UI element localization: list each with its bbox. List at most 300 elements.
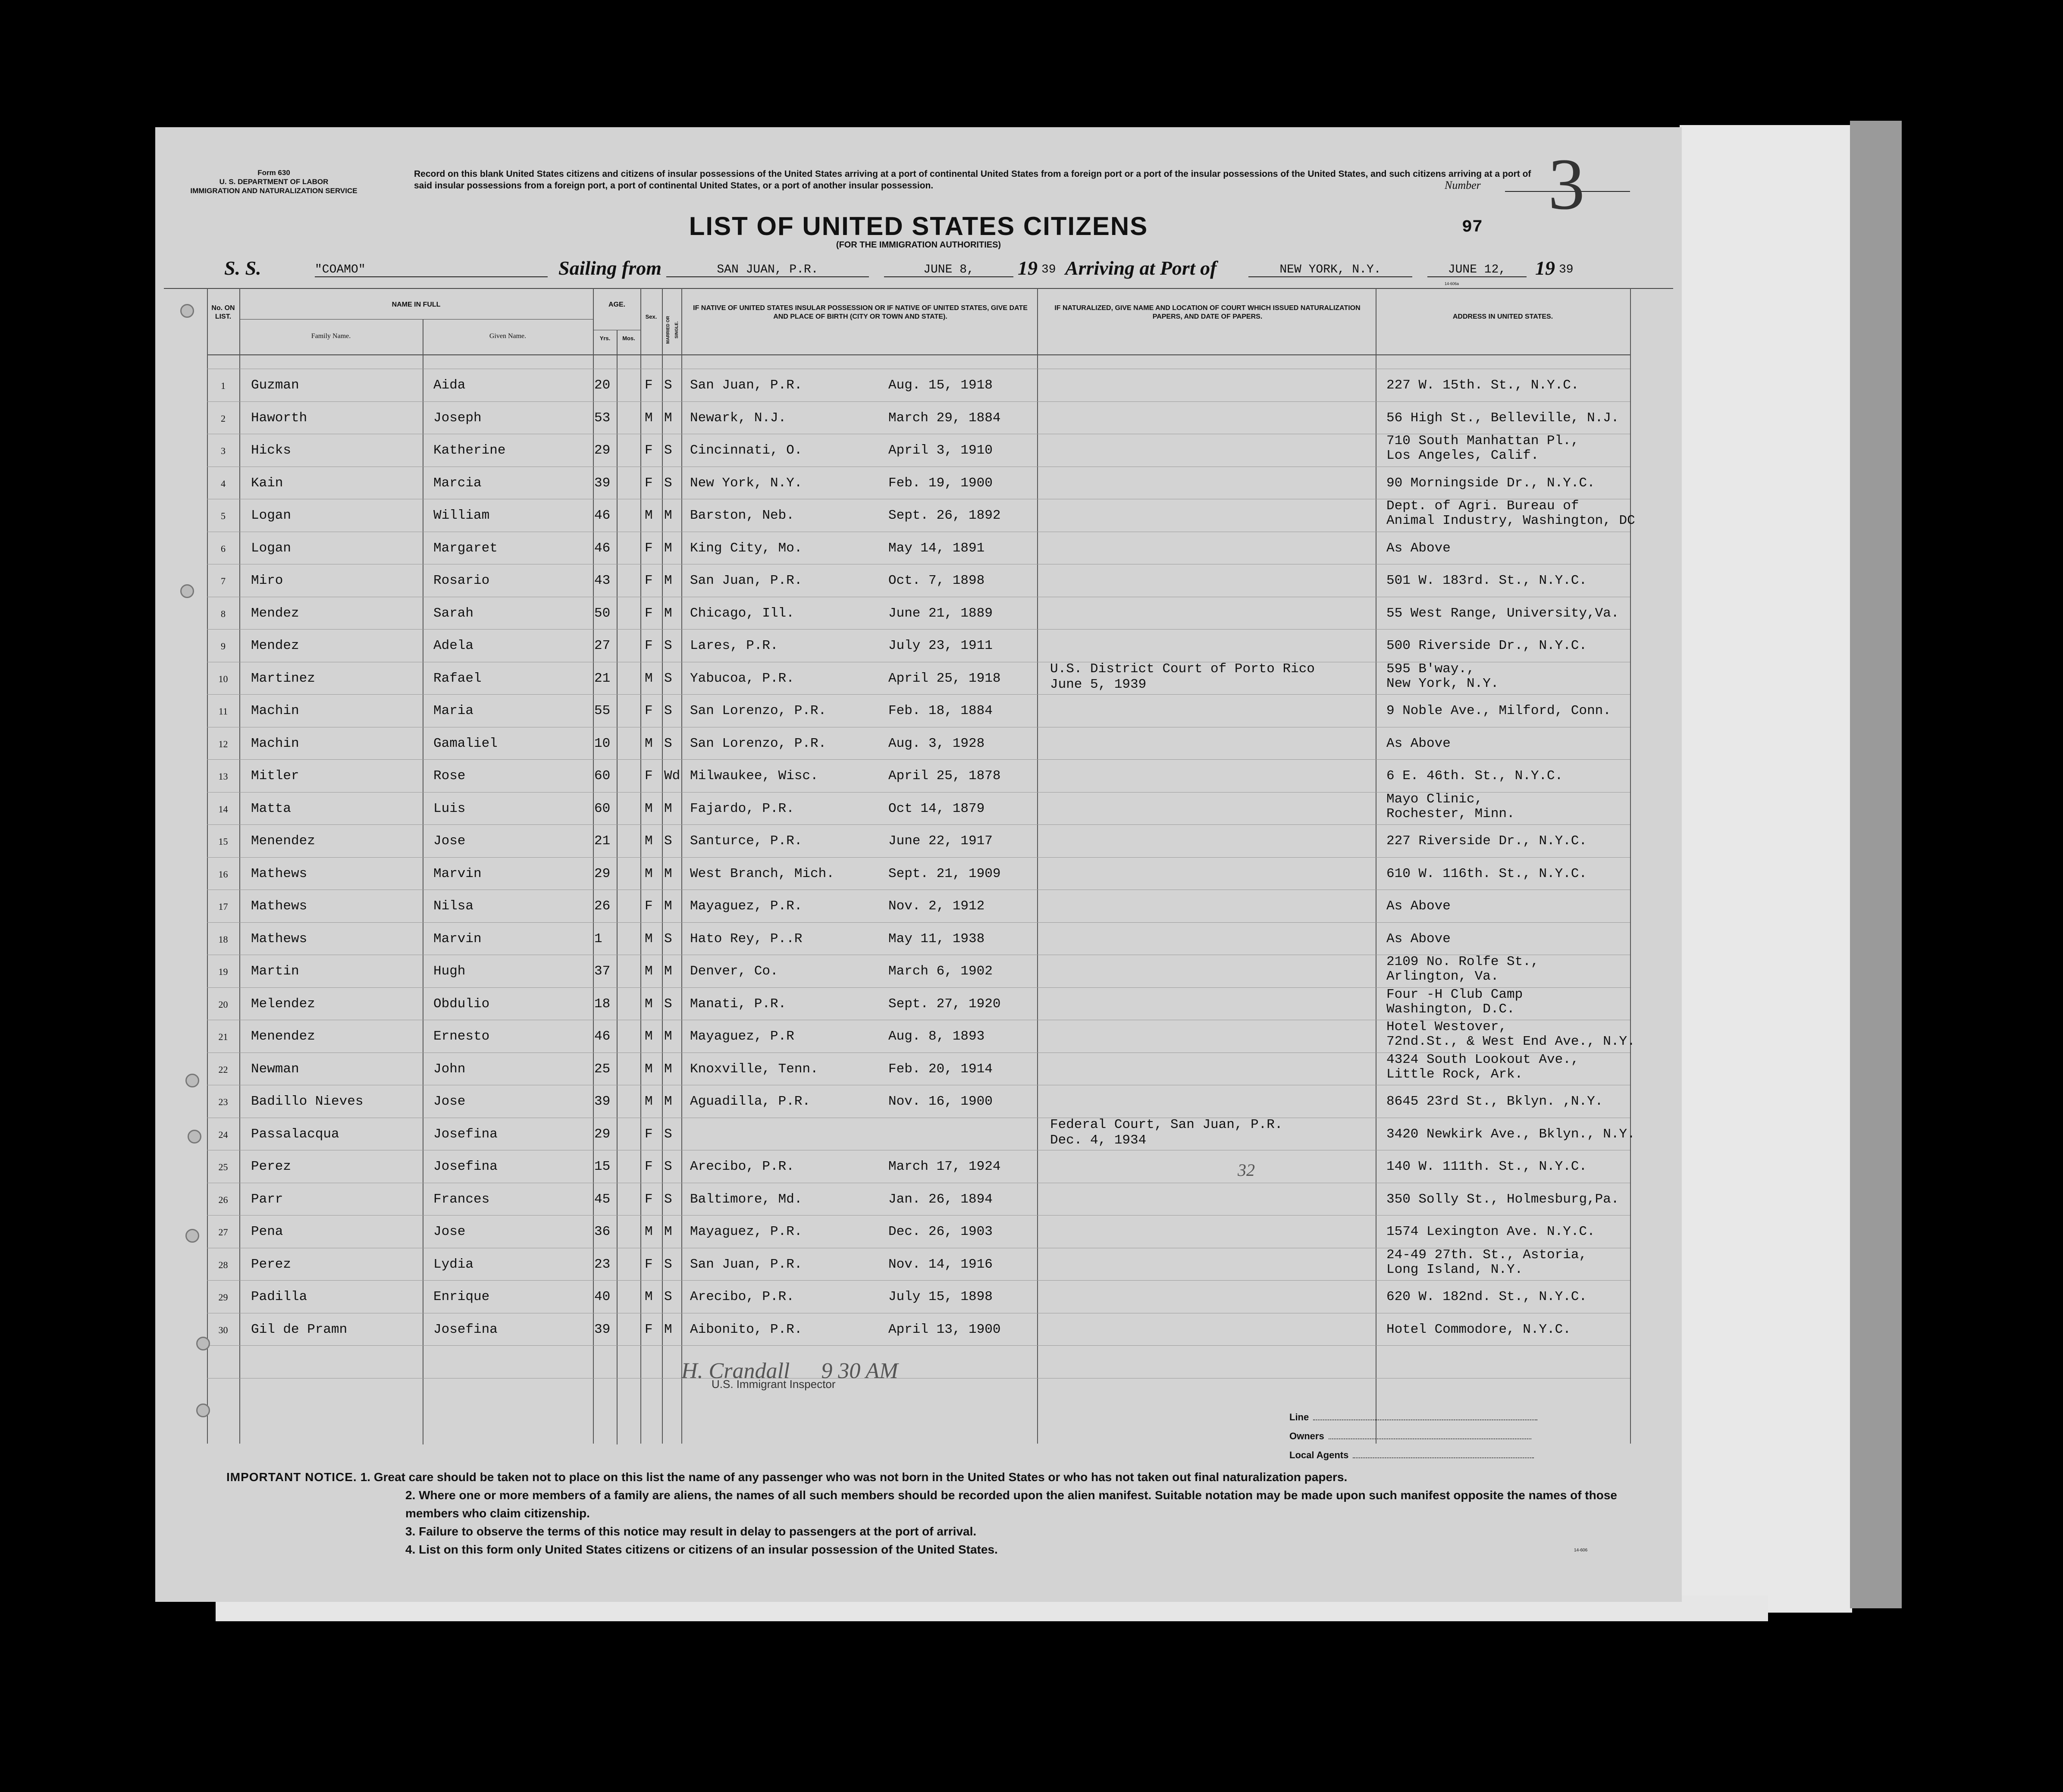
punch-hole <box>185 1229 199 1243</box>
cell-family: Miro <box>251 573 283 588</box>
cell-address: 8645 23rd St., Bklyn. ,N.Y. <box>1386 1094 1603 1109</box>
header-yrs: Yrs. <box>599 335 611 341</box>
number-value: 3 <box>1548 144 1585 225</box>
punch-hole <box>188 1130 201 1143</box>
form-number: Form 630 <box>257 169 290 177</box>
cell-place: Denver, Co. <box>690 964 778 979</box>
cell-given: Katherine <box>433 443 506 458</box>
cell-age: 39 <box>594 1322 611 1337</box>
cell-place: San Lorenzo, P.R. <box>690 736 827 751</box>
cell-age: 1 <box>594 931 602 946</box>
punch-hole <box>180 304 194 318</box>
notice-item-4: 4. List on this form only United States citizens or citizens of an insular possession of the United States. <box>405 1543 998 1556</box>
cell-date: Nov. 2, 1912 <box>888 899 985 914</box>
cell-given: Rose <box>433 768 466 783</box>
cell-sex: F <box>645 573 653 588</box>
cell-no: 30 <box>218 1324 228 1335</box>
under-sheet-edge <box>1850 121 1902 1608</box>
cell-sex: M <box>645 1224 653 1239</box>
cell-age: 43 <box>594 573 611 588</box>
cell-place: San Juan, P.R. <box>690 1256 803 1272</box>
cell-no: 5 <box>221 511 226 521</box>
cell-place: Baltimore, Md. <box>690 1191 803 1207</box>
cell-place: New York, N.Y. <box>690 475 803 491</box>
cell-no: 22 <box>218 1064 228 1075</box>
passenger-rows <box>155 127 1682 1602</box>
cell-sex: F <box>645 443 653 458</box>
cell-no: 23 <box>218 1097 228 1107</box>
cell-address: 55 West Range, University,Va. <box>1386 605 1619 621</box>
cell-date: June 21, 1889 <box>888 605 993 621</box>
cell-no: 3 <box>221 445 226 456</box>
cell-age: 29 <box>594 1126 611 1142</box>
cell-ms: S <box>664 443 672 458</box>
cell-place: Newark, N.J. <box>690 410 787 426</box>
header-naturalized: IF NATURALIZED, GIVE NAME AND LOCATION OF COURT WHICH ISSUED NATURALIZATION PAPERS, AND DATE OF PAPERS. <box>1054 304 1361 320</box>
sailing-label: Sailing from <box>558 257 662 279</box>
cell-age: 21 <box>594 670 611 686</box>
cell-address: Los Angeles, Calif. <box>1386 448 1539 463</box>
cell-given: Marvin <box>433 931 482 946</box>
cell-place: San Lorenzo, P.R. <box>690 703 827 718</box>
cell-family: Newman <box>251 1061 299 1077</box>
header-sex: Sex. <box>645 313 657 320</box>
row-rule <box>207 857 1630 858</box>
cell-age: 25 <box>594 1061 611 1077</box>
cell-place: Yabucoa, P.R. <box>690 670 794 686</box>
cell-age: 37 <box>594 964 611 979</box>
cell-given: Obdulio <box>433 996 490 1012</box>
row-rule <box>207 1280 1630 1281</box>
cell-family: Mendez <box>251 638 299 653</box>
cell-given: Aida <box>433 378 466 393</box>
cell-given: Hugh <box>433 964 466 979</box>
cell-age: 29 <box>594 443 611 458</box>
cell-family: Menendez <box>251 1029 315 1044</box>
arriving-label: Arriving at Port of <box>1065 257 1217 279</box>
cell-ms: M <box>664 540 672 556</box>
header-given-name: Given Name. <box>489 332 527 340</box>
cell-no: 27 <box>218 1227 228 1237</box>
cell-address: 595 B'way., <box>1386 661 1475 677</box>
arriving-year: 39 <box>1559 263 1574 276</box>
line-label: Line <box>1289 1412 1309 1422</box>
cell-ms: S <box>664 475 672 491</box>
margin-note: 32 <box>1238 1160 1255 1180</box>
cell-given: Josefina <box>433 1159 498 1174</box>
cell-ms: M <box>664 801 672 816</box>
cell-ms: M <box>664 899 672 914</box>
cell-no: 10 <box>218 673 228 684</box>
header-birth: IF NATIVE OF UNITED STATES INSULAR POSSESSION OR IF NATIVE OF UNITED STATES, GIVE DATE AND PLACE OF BIRTH (CITY OR TOWN AND STATE). <box>693 304 1028 320</box>
cell-address: 227 W. 15th. St., N.Y.C. <box>1386 378 1579 393</box>
cell-family: Perez <box>251 1159 292 1174</box>
cell-no: 4 <box>221 478 226 489</box>
cell-address: 3420 Newkirk Ave., Bklyn., N.Y. <box>1386 1126 1635 1142</box>
cell-no: 16 <box>218 868 228 880</box>
notice-row-1 <box>226 1468 1628 1486</box>
cell-date: April 3, 1910 <box>888 443 993 458</box>
cell-given: Lydia <box>433 1256 474 1272</box>
cell-ms: M <box>664 866 672 881</box>
page-subtitle: (FOR THE IMMIGRATION AUTHORITIES) <box>836 240 1001 250</box>
cell-given: Joseph <box>433 410 482 426</box>
cell-age: 46 <box>594 508 611 523</box>
cell-given: John <box>433 1061 466 1077</box>
header-age: AGE. <box>608 301 626 308</box>
cell-sex: F <box>645 703 653 718</box>
cell-family: Padilla <box>251 1289 307 1304</box>
cell-given: Gamaliel <box>433 736 498 751</box>
cell-no: 21 <box>218 1031 228 1042</box>
cell-address: Mayo Clinic, <box>1386 791 1483 807</box>
cell-ms: M <box>664 605 672 621</box>
cell-given: Adela <box>433 638 474 653</box>
cell-address: Long Island, N.Y. <box>1386 1262 1523 1277</box>
cell-nat: Dec. 4, 1934 <box>1050 1132 1147 1148</box>
cell-address: 56 High St., Belleville, N.J. <box>1386 410 1619 426</box>
cell-ms: S <box>664 1289 672 1304</box>
cell-family: Mathews <box>251 899 307 914</box>
cell-given: Rosario <box>433 573 490 588</box>
cell-place: San Juan, P.R. <box>690 573 803 588</box>
punch-hole <box>196 1337 210 1350</box>
cell-sex: M <box>645 964 653 979</box>
cell-place: Barston, Neb. <box>690 508 794 523</box>
notice-item-1: 1. Great care should be taken not to place on this list the name of any passenger who was not born in the United States or who has not taken out final naturalization papers. <box>360 1470 1348 1484</box>
cell-ms: S <box>664 996 672 1012</box>
cell-age: 29 <box>594 866 611 881</box>
cell-sex: M <box>645 670 653 686</box>
cell-date: Nov. 16, 1900 <box>888 1094 993 1109</box>
cell-given: Marcia <box>433 475 482 491</box>
signature-time: 9 30 AM <box>821 1359 898 1383</box>
owners-field <box>1289 1427 1537 1446</box>
cell-sex: M <box>645 410 653 426</box>
cell-sex: M <box>645 801 653 816</box>
cell-no: 13 <box>218 771 228 782</box>
cell-family: Mitler <box>251 768 299 783</box>
cell-date: March 17, 1924 <box>888 1159 1001 1174</box>
cell-given: Jose <box>433 1094 466 1109</box>
cell-date: July 23, 1911 <box>888 638 993 653</box>
cell-place: Fajardo, P.R. <box>690 801 794 816</box>
cell-age: 40 <box>594 1289 611 1304</box>
cell-address: 140 W. 111th. St., N.Y.C. <box>1386 1159 1587 1174</box>
cell-sex: F <box>645 605 653 621</box>
cell-no: 17 <box>218 901 228 912</box>
under-sheet-right <box>1680 125 1852 1613</box>
record-instructions: Record on this blank United States citizens and citizens of insular possessions of the United States arriving at a port of continental United States from a foreign port or a port of the insular possessions of the United States, and such citizens arriving at a port of said insular possessions from a foreign port, a port of continental United States, or a port of another insular possession. <box>414 169 1531 191</box>
line-field <box>1289 1408 1537 1427</box>
cell-address: 6 E. 46th. St., N.Y.C. <box>1386 768 1563 783</box>
cell-sex: F <box>645 638 653 653</box>
cell-family: Guzman <box>251 378 299 393</box>
cell-nat: June 5, 1939 <box>1050 677 1147 692</box>
cell-age: 55 <box>594 703 611 718</box>
cell-sex: F <box>645 378 653 393</box>
cell-given: Jose <box>433 833 466 849</box>
cell-address: Dept. of Agri. Bureau of <box>1386 498 1579 514</box>
cell-address: 72nd.St., & West End Ave., N.Y. <box>1386 1034 1635 1049</box>
cell-address: 9 Noble Ave., Milford, Conn. <box>1386 703 1611 718</box>
cell-address: 227 Riverside Dr., N.Y.C. <box>1386 833 1587 849</box>
cell-address: 2109 No. Rolfe St., <box>1386 954 1539 969</box>
cell-sex: M <box>645 1289 653 1304</box>
cell-date: June 22, 1917 <box>888 833 993 849</box>
notice-item-2: 2. Where one or more members of a family are aliens, the names of all such members should be recorded upon the alien manifest. Suitable notation may be made upon such manifest opposite the names of those members who claim citizenship. <box>405 1488 1617 1520</box>
ship-name: "COAMO" <box>315 263 548 277</box>
row-rule <box>207 629 1630 630</box>
cell-sex: M <box>645 1061 653 1077</box>
cell-family: Parr <box>251 1191 283 1207</box>
cell-family: Mendez <box>251 605 299 621</box>
cell-date: Nov. 14, 1916 <box>888 1256 993 1272</box>
arriving-port: NEW YORK, N.Y. <box>1248 263 1412 277</box>
cell-date: Feb. 20, 1914 <box>888 1061 993 1077</box>
cell-sex: M <box>645 736 653 751</box>
cell-address: 90 Morningside Dr., N.Y.C. <box>1386 475 1595 491</box>
cell-date: May 11, 1938 <box>888 931 985 946</box>
cell-age: 10 <box>594 736 611 751</box>
cell-given: Frances <box>433 1191 490 1207</box>
cell-address: 24-49 27th. St., Astoria, <box>1386 1247 1587 1263</box>
cell-family: Melendez <box>251 996 315 1012</box>
cell-address: New York, N.Y. <box>1386 676 1499 691</box>
cell-no: 1 <box>221 380 226 391</box>
punch-hole <box>196 1404 210 1417</box>
cell-no: 25 <box>218 1162 228 1172</box>
cell-sex: F <box>645 475 653 491</box>
cell-age: 21 <box>594 833 611 849</box>
cell-given: William <box>433 508 490 523</box>
cell-ms: S <box>664 1256 672 1272</box>
cell-date: March 6, 1902 <box>888 964 993 979</box>
row-rule <box>207 401 1630 402</box>
cell-family: Mathews <box>251 866 307 881</box>
cell-place: Milwaukee, Wisc. <box>690 768 818 783</box>
punch-hole <box>185 1074 199 1087</box>
local-agents-label: Local Agents <box>1289 1450 1349 1460</box>
cell-age: 26 <box>594 899 611 914</box>
cell-address: 350 Solly St., Holmesburg,Pa. <box>1386 1191 1619 1207</box>
cell-sex: F <box>645 1191 653 1207</box>
cell-age: 46 <box>594 1029 611 1044</box>
cell-place: Mayaguez, P.R. <box>690 1224 803 1239</box>
cell-no: 14 <box>218 803 228 815</box>
cell-place: Aibonito, P.R. <box>690 1322 803 1337</box>
cell-no: 11 <box>218 706 228 717</box>
cell-given: Jose <box>433 1224 466 1239</box>
header-family-name: Family Name. <box>311 332 351 340</box>
cell-family: Matta <box>251 801 292 816</box>
cell-sex: M <box>645 996 653 1012</box>
cell-ms: Wd <box>664 768 680 783</box>
cell-date: Jan. 26, 1894 <box>888 1191 993 1207</box>
cell-address: As Above <box>1386 736 1451 751</box>
cell-age: 46 <box>594 540 611 556</box>
cell-family: Martin <box>251 964 299 979</box>
cell-family: Logan <box>251 540 292 556</box>
cell-age: 23 <box>594 1256 611 1272</box>
cell-address: As Above <box>1386 540 1451 556</box>
manifest-page <box>155 127 1682 1602</box>
cell-date: April 25, 1918 <box>888 670 1001 686</box>
header-address: ADDRESS IN UNITED STATES. <box>1452 313 1553 320</box>
footer-code: 14-606 <box>1574 1548 1588 1553</box>
service: IMMIGRATION AND NATURALIZATION SERVICE <box>190 187 357 195</box>
cell-family: Perez <box>251 1256 292 1272</box>
cell-sex: F <box>645 899 653 914</box>
cell-given: Josefina <box>433 1126 498 1142</box>
cell-date: April 25, 1878 <box>888 768 1001 783</box>
cell-ms: S <box>664 703 672 718</box>
cell-sex: F <box>645 540 653 556</box>
cell-address: 710 South Manhattan Pl., <box>1386 433 1579 448</box>
cell-address: 620 W. 182nd. St., N.Y.C. <box>1386 1289 1587 1304</box>
cell-place: Cincinnati, O. <box>690 443 803 458</box>
cell-address: Rochester, Minn. <box>1386 806 1515 821</box>
cell-age: 20 <box>594 378 611 393</box>
cell-sex: M <box>645 931 653 946</box>
cell-given: Rafael <box>433 670 482 686</box>
cell-ms: M <box>664 1322 672 1337</box>
cell-place: Arecibo, P.R. <box>690 1159 794 1174</box>
cell-given: Josefina <box>433 1322 498 1337</box>
page-title: LIST OF UNITED STATES CITIZENS <box>689 212 1148 241</box>
cell-family: Pena <box>251 1224 283 1239</box>
cell-ms: S <box>664 931 672 946</box>
cell-ms: M <box>664 964 672 979</box>
cell-date: Sept. 26, 1892 <box>888 508 1001 523</box>
cell-ms: S <box>664 736 672 751</box>
cell-family: Machin <box>251 736 299 751</box>
cell-date: Aug. 8, 1893 <box>888 1029 985 1044</box>
row-rule <box>207 759 1630 760</box>
cell-family: Menendez <box>251 833 315 849</box>
row-rule <box>207 824 1630 825</box>
notice-title: IMPORTANT NOTICE. <box>226 1470 357 1484</box>
cell-place: West Branch, Mich. <box>690 866 834 881</box>
cell-no: 26 <box>218 1194 228 1205</box>
cell-given: Luis <box>433 801 466 816</box>
cell-ms: S <box>664 378 672 393</box>
cell-date: Sept. 21, 1909 <box>888 866 1001 881</box>
cell-sex: M <box>645 1094 653 1109</box>
cell-age: 18 <box>594 996 611 1012</box>
cell-address: Four -H Club Camp <box>1386 987 1523 1002</box>
cell-address: Arlington, Va. <box>1386 969 1499 984</box>
cell-date: Sept. 27, 1920 <box>888 996 1001 1012</box>
cell-ms: S <box>664 670 672 686</box>
cell-address: As Above <box>1386 931 1451 946</box>
cell-address: As Above <box>1386 899 1451 914</box>
cell-family: Martinez <box>251 670 315 686</box>
cell-sex: M <box>645 833 653 849</box>
cell-place: Knoxville, Tenn. <box>690 1061 818 1077</box>
cell-date: May 14, 1891 <box>888 540 985 556</box>
cell-no: 24 <box>218 1129 228 1140</box>
sailing-from: SAN JUAN, P.R. <box>666 263 869 277</box>
cell-age: 53 <box>594 410 611 426</box>
cell-address: 500 Riverside Dr., N.Y.C. <box>1386 638 1587 653</box>
cell-place: Mayaguez, P.R <box>690 1029 794 1044</box>
arriving-date: JUNE 12, <box>1427 263 1527 277</box>
cell-family: Haworth <box>251 410 307 426</box>
row-rule <box>207 922 1630 923</box>
cell-sex: F <box>645 1256 653 1272</box>
header-name-in-full: NAME IN FULL <box>392 301 441 308</box>
cell-ms: M <box>664 1061 672 1077</box>
cell-place: San Juan, P.R. <box>690 378 803 393</box>
cell-family: Passalacqua <box>251 1126 339 1142</box>
cell-place: Santurce, P.R. <box>690 833 803 849</box>
cell-place: Hato Rey, P..R <box>690 931 803 946</box>
cell-given: Maria <box>433 703 474 718</box>
cell-place: Mayaguez, P.R. <box>690 899 803 914</box>
cell-date: Feb. 19, 1900 <box>888 475 993 491</box>
cell-age: 60 <box>594 801 611 816</box>
cell-address: Washington, D.C. <box>1386 1001 1515 1017</box>
cell-no: 8 <box>221 608 226 619</box>
cell-sex: M <box>645 866 653 881</box>
cell-age: 45 <box>594 1191 611 1207</box>
cell-ms: M <box>664 410 672 426</box>
cell-address: Little Rock, Ark. <box>1386 1066 1523 1082</box>
cell-no: 2 <box>221 413 226 424</box>
cell-given: Margaret <box>433 540 498 556</box>
ss-label: S. S. <box>224 257 261 279</box>
cell-sex: M <box>645 508 653 523</box>
cell-no: 6 <box>221 543 226 554</box>
cell-address: 610 W. 116th. St., N.Y.C. <box>1386 866 1587 881</box>
cell-age: 15 <box>594 1159 611 1174</box>
cell-place: Arecibo, P.R. <box>690 1289 794 1304</box>
cell-nat: U.S. District Court of Porto Rico <box>1050 661 1315 677</box>
cell-family: Hicks <box>251 443 292 458</box>
cell-date: March 29, 1884 <box>888 410 1001 426</box>
cell-age: 39 <box>594 475 611 491</box>
notice-item-3: 3. Failure to observe the terms of this notice may result in delay to passengers at the port of arrival. <box>405 1525 977 1538</box>
cell-family: Badillo Nieves <box>251 1094 364 1109</box>
cell-address: Hotel Commodore, N.Y.C. <box>1386 1322 1571 1337</box>
inspector-title: U.S. Immigrant Inspector <box>712 1378 836 1391</box>
cell-place: Lares, P.R. <box>690 638 778 653</box>
sailing-date: JUNE 8, <box>884 263 1013 277</box>
header-mos: Mos. <box>622 335 635 341</box>
cell-place: Manati, P.R. <box>690 996 787 1012</box>
agents-block <box>1289 1408 1537 1465</box>
cell-no: 12 <box>218 738 228 749</box>
sailing-year-prefix: 19 <box>1018 257 1038 279</box>
cell-age: 50 <box>594 605 611 621</box>
cell-address: Animal Industry, Washington, DC <box>1386 513 1635 528</box>
cell-given: Enrique <box>433 1289 490 1304</box>
cell-date: April 13, 1900 <box>888 1322 1001 1337</box>
punch-hole <box>180 584 194 598</box>
cell-ms: M <box>664 1029 672 1044</box>
cell-no: 19 <box>218 966 228 977</box>
cell-family: Mathews <box>251 931 307 946</box>
row-rule <box>207 694 1630 695</box>
cell-nat: Federal Court, San Juan, P.R. <box>1050 1117 1283 1132</box>
cell-sex: F <box>645 1322 653 1337</box>
cell-address: 1574 Lexington Ave. N.Y.C. <box>1386 1224 1595 1239</box>
local-agents-field <box>1289 1446 1537 1465</box>
cell-date: Oct 14, 1879 <box>888 801 985 816</box>
cell-ms: M <box>664 508 672 523</box>
cell-date: July 15, 1898 <box>888 1289 993 1304</box>
